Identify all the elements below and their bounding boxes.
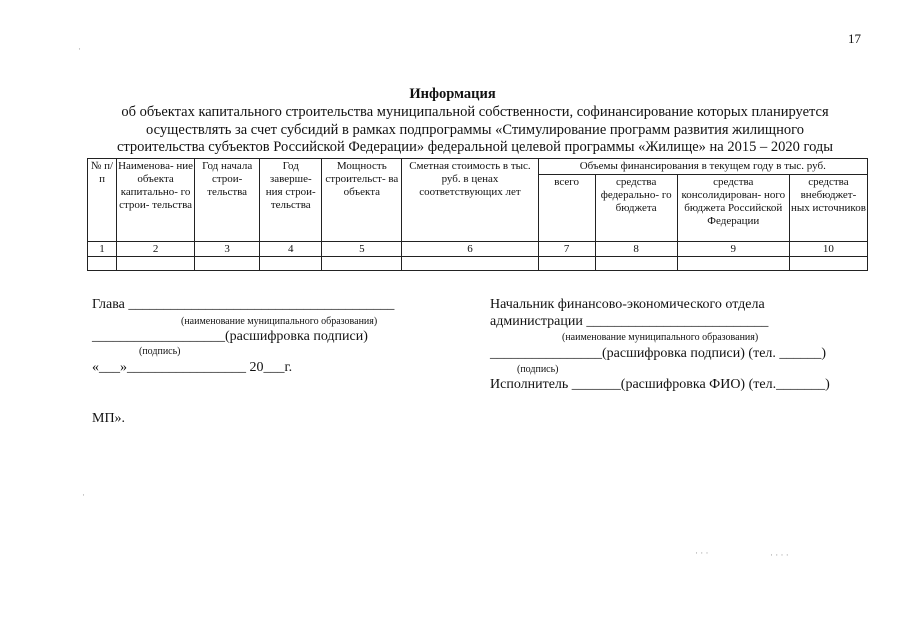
table-cell	[538, 257, 595, 271]
table-cell	[402, 257, 538, 271]
document-subtitle	[95, 104, 855, 157]
column-number: 8	[595, 242, 677, 257]
head-sign-line: ___________________(расшифровка подписи)	[92, 329, 368, 344]
header-funding-group: Объемы финансирования в текущем году в тыс. руб.	[538, 159, 867, 175]
scan-speck: ·	[78, 44, 81, 54]
column-number: 3	[195, 242, 260, 257]
column-number: 5	[322, 242, 402, 257]
column-number: 10	[789, 242, 867, 257]
head-signature-line: Глава ______________________________________	[92, 297, 395, 312]
table-cell	[117, 257, 195, 271]
table-cell	[789, 257, 867, 271]
scan-speck: · · · ·	[770, 550, 789, 560]
table-cell	[595, 257, 677, 271]
column-number: 9	[677, 242, 789, 257]
chief-title-line: Начальник финансово-экономического отдела	[490, 297, 765, 312]
table-cell	[322, 257, 402, 271]
executor-line: Исполнитель _______(расшифровка ФИО) (тел._______)	[490, 377, 830, 392]
head-sign-caption: (подпись)	[139, 346, 181, 357]
column-number: 1	[88, 242, 117, 257]
head-caption: (наименование муниципального образования)	[181, 316, 378, 327]
scan-speck: · · ·	[695, 548, 709, 558]
table-cell	[260, 257, 322, 271]
column-numbers-row	[88, 242, 868, 257]
column-number: 7	[538, 242, 595, 257]
column-number: 4	[260, 242, 322, 257]
header-extra: средства внебюджет- ных источников	[789, 175, 867, 242]
date-line: «___»_________________ 20___г.	[92, 360, 293, 375]
header-capacity: Мощность строительст- ва объекта	[322, 159, 402, 242]
page-number: 17	[848, 31, 861, 46]
subtitle-line: строительства субъектов Российской Федерации» федеральной целевой программы «Жилище» на 2015 – 2020 годы	[116, 139, 834, 155]
header-federal: средства федерально- го бюджета	[595, 175, 677, 242]
header-name: Наименова- ние объекта капитально- го строи- тельства	[117, 159, 195, 242]
chief-sign-line: ________________(расшифровка подписи) (тел. ______)	[490, 346, 827, 361]
table-cell	[195, 257, 260, 271]
chief-caption: (наименование муниципального образования)	[562, 332, 759, 343]
header-cost: Сметная стоимость в тыс. руб. в ценах соответствующих лет	[402, 159, 538, 242]
subtitle-line: об объектах капитального строительства муниципальной собственности, софинансирование которых планируется	[121, 104, 829, 120]
subtitle-line: осуществлять за счет субсидий в рамках подпрограммы «Стимулирование программ развития жилищного	[146, 121, 804, 138]
objects-table	[87, 158, 868, 271]
seal-mark: МП».	[92, 411, 126, 426]
document-title: Информация	[409, 86, 496, 102]
table-cell	[88, 257, 117, 271]
table-cell	[677, 257, 789, 271]
header-total: всего	[538, 175, 595, 242]
chief-admin-line: администрации __________________________	[490, 314, 769, 329]
column-number: 6	[402, 242, 538, 257]
column-number: 2	[117, 242, 195, 257]
header-regional: средства консолидирован- ного бюджета Российской Федерации	[677, 175, 789, 242]
header-start-year: Год начала строи- тельства	[195, 159, 260, 242]
scan-speck: ·	[82, 490, 85, 500]
chief-sign-caption: (подпись)	[517, 364, 559, 375]
empty-data-row	[88, 257, 868, 271]
header-end-year: Год заверше- ния строи- тельства	[260, 159, 322, 242]
header-num: № п/п	[88, 159, 117, 242]
